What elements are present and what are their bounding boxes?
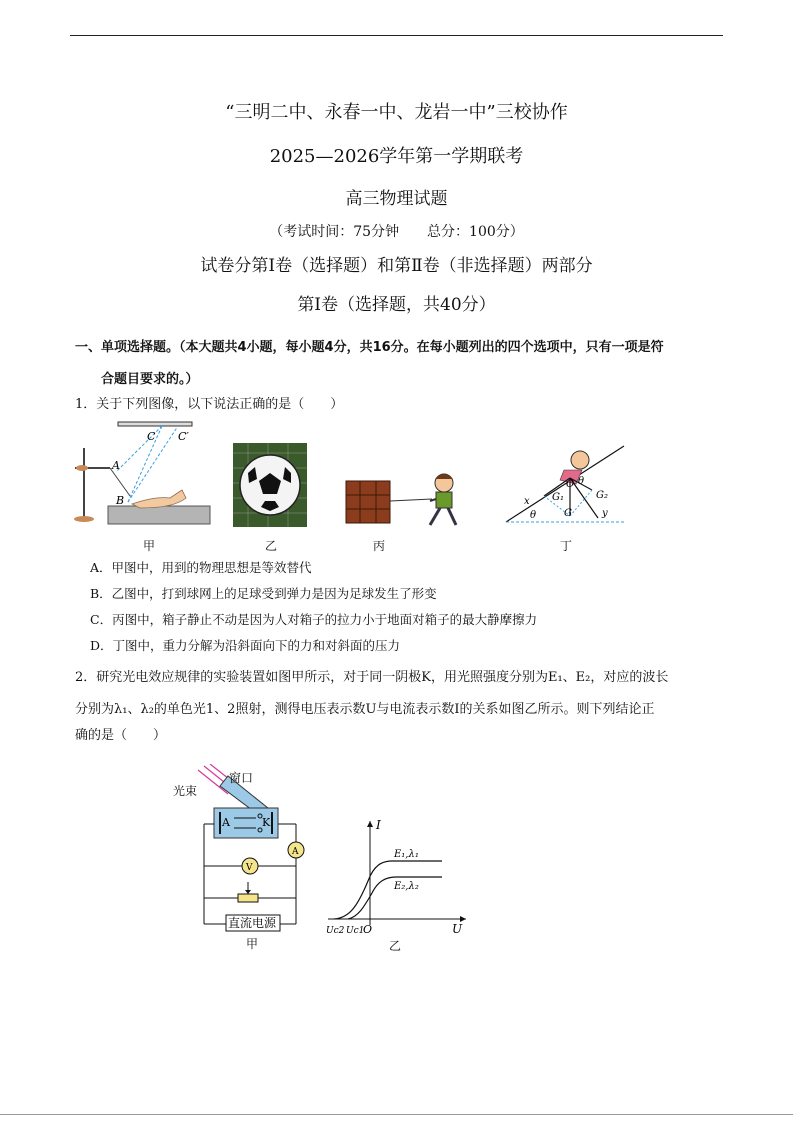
beam-label: 光束 [173,784,198,798]
rheostat-icon [238,894,258,902]
ammeter-label: A [292,847,299,857]
question-2-stem-1: 2．研究光电效应规律的实验装置如图甲所示，对于同一阴极K，用光照强度分别为E₁、E₂，对应的波长 [75,670,669,685]
section-heading: 一、单项选择题。（本大题共4小题，每小题4分，共16分。在每小题列出的四个选项中，只有一项是符 [75,340,664,355]
caption-ding: 丁 [560,539,573,553]
q1-option-d: D．丁图中，重力分解为沿斜面向下的力和对斜面的压力 [90,638,401,653]
header-rule [70,35,723,36]
figure-bing [340,467,468,531]
caption-q2-yi: 乙 [389,939,402,953]
caption-q2-jia: 甲 [246,937,259,951]
label-g2: G₂ [596,490,608,501]
uc1-label: Uc1 [346,926,365,936]
q1-option-a: A．甲图中，用到的物理思想是等效替代 [90,560,312,575]
curve-1 [334,861,442,919]
caption-yi: 乙 [265,539,278,553]
voltmeter-label: V [246,863,253,873]
section-heading-cont: 合题目要求的。） [101,372,199,387]
x-axis-label: U [452,922,463,936]
figure-yi-football [233,443,307,527]
cathode-label: K [262,816,271,829]
figure-iu-graph [320,815,470,939]
part-one-title: 第Ⅰ卷（选择题，共40分） [297,295,496,315]
label-c-prime: C′ [178,430,189,443]
figure-jia [70,418,220,530]
caption-jia: 甲 [143,539,156,553]
title-line-1: “三明二中、永春一中、龙岩一中”三校协作 [225,102,568,123]
anode-label: A [222,816,230,829]
label-g: G [564,508,572,519]
label-g1: G₁ [552,492,564,503]
uc2-label: Uc2 [326,926,345,936]
paper-structure: 试卷分第Ⅰ卷（选择题）和第Ⅱ卷（非选择题）两部分 [200,256,593,276]
origin-label: O [363,923,373,936]
label-a: A [112,459,120,472]
label-c: C [147,430,156,443]
curve-1-label: E₁,λ₁ [394,849,419,860]
label-x: x [524,496,530,507]
question-1-stem: 1．关于下列图像，以下说法正确的是（ ） [75,397,344,412]
window-label: 窗口 [229,771,254,785]
title-line-2: 2025—2026学年第一学期联考 [269,146,524,167]
label-b: B [116,494,125,507]
q1-option-b: B．乙图中，打到球网上的足球受到弹力是因为足球发生了形变 [90,586,437,601]
subject-title: 高三物理试题 [345,189,448,209]
question-2-stem-3: 确的是（ ） [75,728,167,743]
footer-rule [0,1114,793,1115]
label-theta-base: θ [530,510,537,521]
y-axis-label: I [376,818,381,832]
label-y: y [602,508,608,519]
label-o: O [566,479,575,490]
exam-info: （考试时间：75分钟 总分：100分） [269,224,524,240]
label-theta-top: θ [578,476,585,487]
q1-option-c: C．丙图中，箱子静止不动是因为人对箱子的拉力小于地面对箱子的最大静摩擦力 [90,612,538,627]
caption-bing: 丙 [373,539,386,553]
figure-ding [500,440,630,530]
power-source-label: 直流电源 [228,916,277,930]
question-2-stem-2: 分别为λ₁、λ₂的单色光1、2照射，测得电压表示数U与电流表示数I的关系如图乙所示。则下列结论正 [75,702,655,717]
curve-2-label: E₂,λ₂ [394,881,419,892]
